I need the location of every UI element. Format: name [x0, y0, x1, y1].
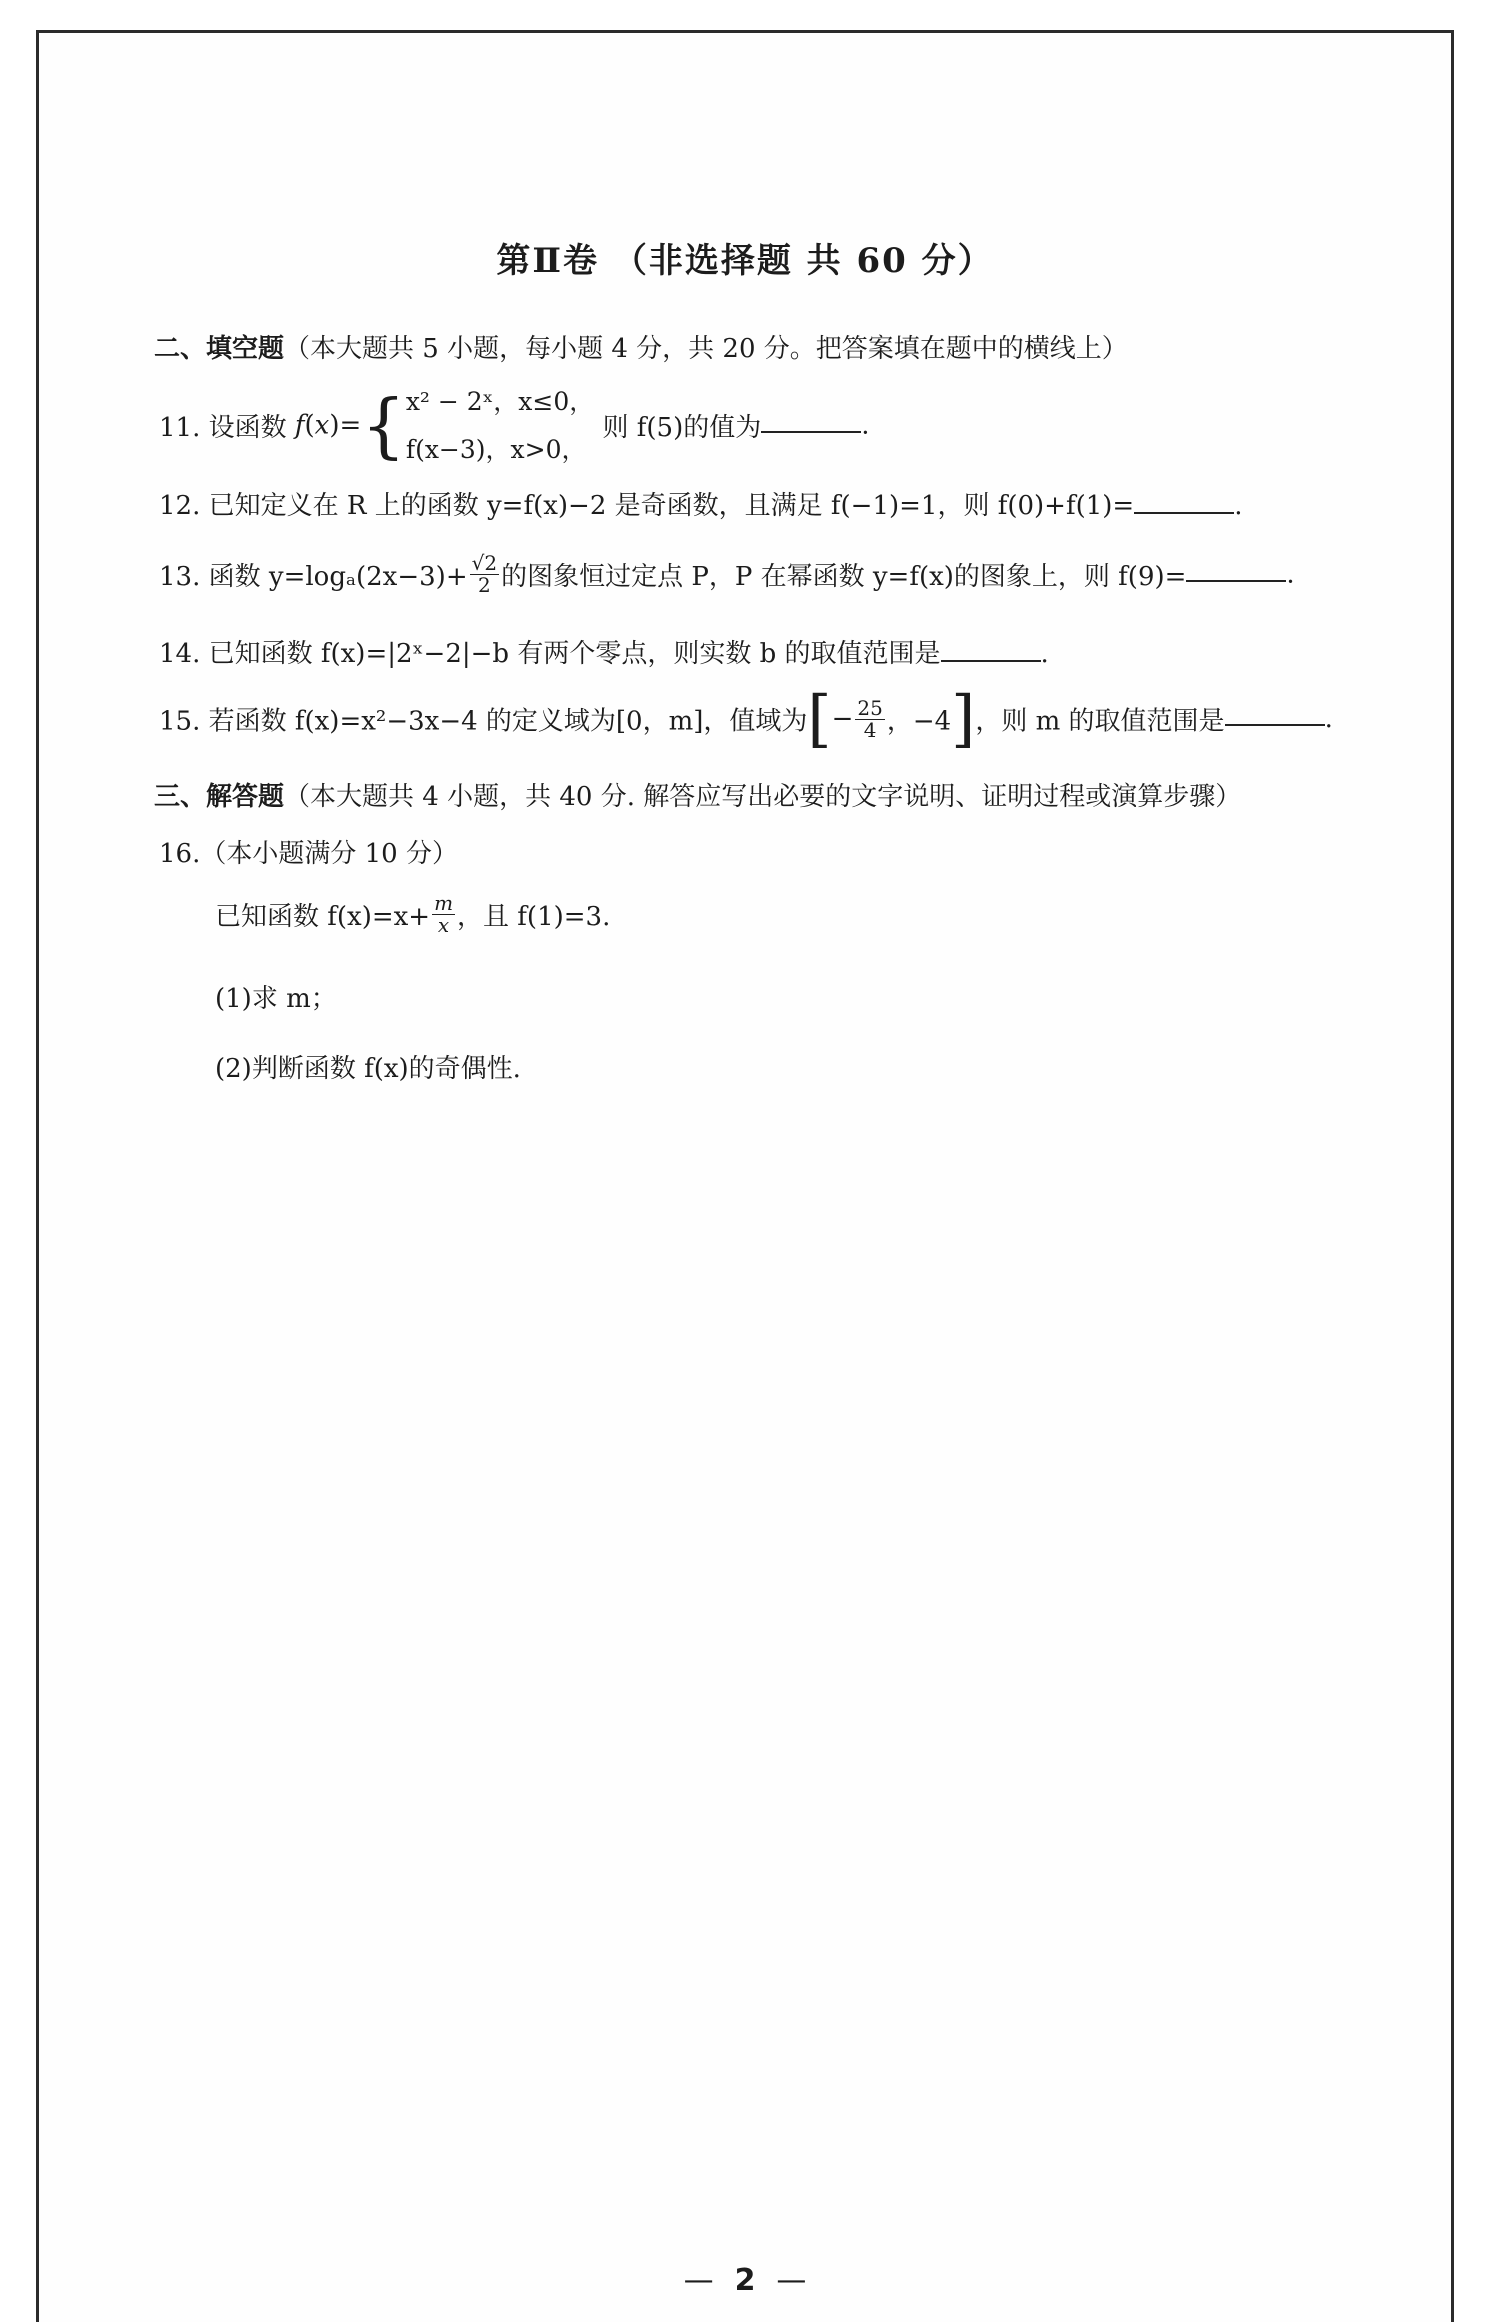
- question-11: 11. 设函数 f(x)={ x² − 2ˣ，x≤0， f(x−3)，x>0， 则 f(5)的值为 .: [159, 378, 870, 473]
- answer-blank-14[interactable]: [941, 659, 1041, 662]
- question-16-part-1: (1)求 m；: [215, 984, 337, 1014]
- question-15: 15. 若函数 f(x)=x²−3x−4 的定义域为[0，m]，值域为[− $\frac{25}{4}$ ，−4]，则 m 的取值范围是 .: [159, 682, 1333, 755]
- q14-text: 14. 已知函数 f(x)=|2ˣ−2|−b 有两个零点，则实数 b 的取值范围是: [159, 639, 941, 669]
- question-16-part-2: (2)判断函数 f(x)的奇偶性.: [215, 1054, 521, 1084]
- page-number: [39, 2263, 1451, 2298]
- q15-range-tail: ，−4: [886, 706, 952, 737]
- question-16-header: 16.（本小题满分 10 分）: [159, 839, 458, 869]
- right-bracket-icon: ]: [951, 682, 976, 755]
- q15-fraction: $\frac{25}{4}$: [857, 695, 883, 742]
- q13-suffix: 的图象恒过定点 P，P 在幂函数 y=f(x)的图象上，则 f(9)=: [501, 562, 1187, 592]
- section-2-note: （本大题共 5 小题，每小题 4 分，共 20 分。把答案填在题中的横线上）: [284, 334, 1128, 364]
- answer-blank-12[interactable]: [1134, 511, 1234, 514]
- section-3-note: （本大题共 4 小题，共 40 分. 解答应写出必要的文字说明、证明过程或演算步骤）: [284, 782, 1242, 812]
- question-12: 12. 已知定义在 R 上的函数 y=f(x)−2 是奇函数，且满足 f(−1)=1，则 f(0)+f(1)= .: [159, 491, 1243, 521]
- q11-prefix: 11. 设函数: [159, 413, 295, 443]
- page-number-value: 2: [734, 2263, 756, 2298]
- q13-fraction: $\frac{√2}{2}$: [471, 551, 498, 597]
- q12-text: 12. 已知定义在 R 上的函数 y=f(x)−2 是奇函数，且满足 f(−1)=1，则 f(0)+f(1)=: [159, 491, 1135, 521]
- q11-case-2: f(x−3)，x>0，: [405, 434, 587, 464]
- section-2-label: 二、填空题: [154, 334, 285, 364]
- left-brace-icon: {: [361, 384, 406, 467]
- exam-page: [36, 30, 1454, 2322]
- question-13: 13. 函数 y=logₐ(2x−3)+ $\frac{√2}{2}$ 的图象恒过定点 P，P 在幂函数 y=f(x)的图象上，则 f(9)= .: [159, 551, 1295, 597]
- answer-blank-13[interactable]: [1186, 579, 1286, 582]
- q15-prefix: 15. 若函数 f(x)=x²−3x−4 的定义域为[0，m]，值域为: [159, 706, 808, 737]
- question-16-stem: [215, 893, 610, 936]
- section-title: 第Ⅱ卷 （非选择题 共 60 分）: [496, 241, 994, 281]
- answer-blank-11[interactable]: [761, 430, 861, 433]
- section-2-heading: [154, 328, 1128, 365]
- q16-fraction: $\frac{m}{x}$: [434, 891, 454, 937]
- q16-stem-prefix: 已知函数 f(x)=x+: [215, 902, 431, 932]
- answer-blank-15[interactable]: [1225, 723, 1325, 726]
- page-dash-right: —: [776, 2263, 807, 2298]
- q16-stem-suffix: ，且 f(1)=3.: [457, 902, 611, 932]
- page-dash-left: —: [683, 2263, 714, 2298]
- left-bracket-icon: [: [807, 682, 832, 755]
- q11-case-1: x² − 2ˣ，x≤0，: [405, 387, 595, 416]
- q15-suffix: ，则 m 的取值范围是: [975, 706, 1225, 737]
- question-14: 14. 已知函数 f(x)=|2ˣ−2|−b 有两个零点，则实数 b 的取值范围是 .: [159, 639, 1049, 669]
- section-3-label: 三、解答题: [154, 782, 285, 812]
- section-3-heading: [154, 776, 1241, 813]
- q13-prefix: 13. 函数 y=logₐ(2x−3)+: [159, 562, 468, 592]
- q11-suffix: 则 f(5)的值为: [602, 413, 762, 443]
